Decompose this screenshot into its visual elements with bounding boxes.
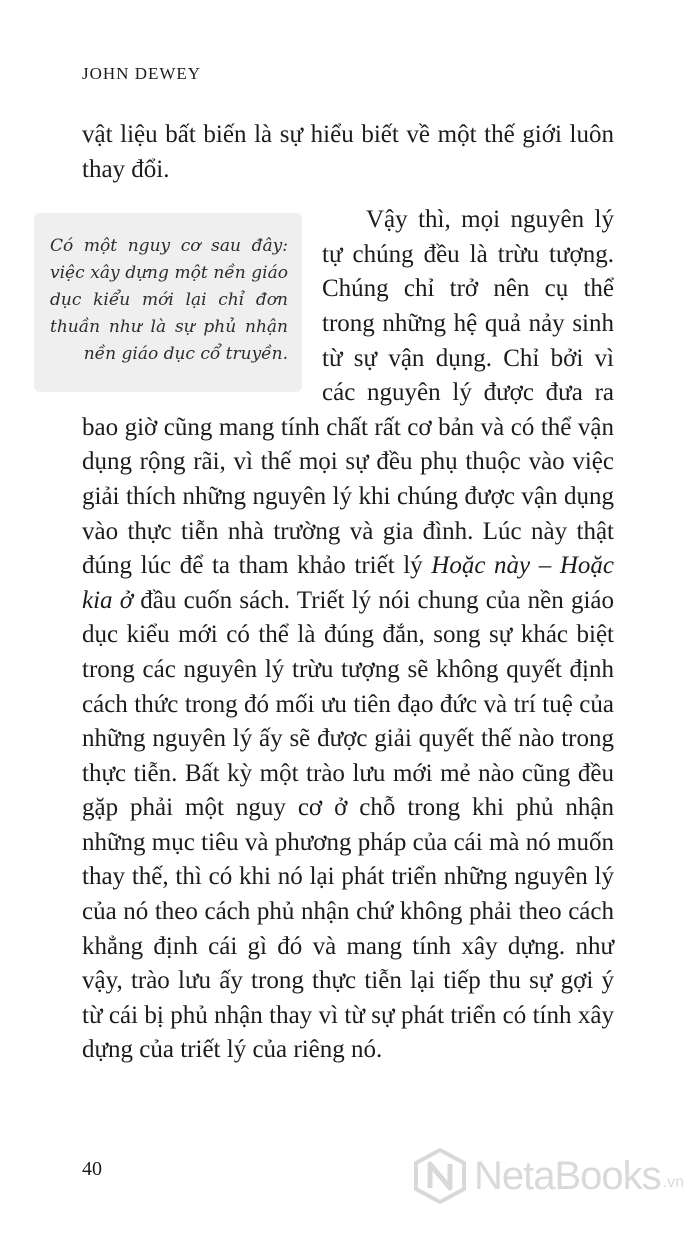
netabooks-logo-icon	[410, 1146, 470, 1206]
paragraph-2-block	[50, 203, 615, 1068]
book-title-reference: Hoặc này – Hoặc kia ở	[82, 552, 615, 614]
paragraph-2-text-b: đầu cuốn sách. Triết lý nói chung của nền giáo dục kiểu mới có thể là đúng đắn, song sự khác biệt trong các nguyên lý trừu tượng sẽ không quyết định cách thức trong đó mối ưu tiên đạo đức và trí tuệ của những nguyên lý ấy sẽ được giải quyết thế nào trong thực tiễn. Bất kỳ một trào lưu mới mẻ nào cũng đều gặp phải một nguy cơ ở chỗ trong khi phủ nhận những mục tiêu và phương pháp của cái mà nó muốn thay thế, thì có khi nó lại phát triển những nguyên lý của nó theo cách phủ nhận chứ không phải theo cách khẳng định cái gì đó và mang tính xây dựng. như vậy, trào lưu ấy trong thực tiễn lại tiếp thu sự gợi ý từ cái bị phủ nhận thay vì từ sự phát triển có tính xây dựng của triết lý của riêng nó.	[82, 586, 615, 1064]
paragraph-1: vật liệu bất biến là sự hiểu biết về một thế giới luôn thay đổi.	[82, 121, 614, 183]
pull-quote: Có một nguy cơ sau đây: việc xây dựng một nền giáo dục kiểu mới lại chỉ đơn thuần như là sự phủ nhận nền giáo dục cổ truyền.	[34, 213, 302, 392]
watermark	[410, 1146, 684, 1206]
page-number: 40	[82, 1158, 102, 1180]
watermark-suffix: .vn	[662, 1174, 684, 1191]
page-body	[50, 118, 615, 1068]
running-head: JOHN DEWEY	[82, 64, 202, 83]
watermark-brand: NetaBooks	[473, 1153, 661, 1198]
paragraph-2-text-a: Vậy thì, mọi nguyên lý tự chúng đều là trừu tượng. Chúng chỉ trở nên cụ thể trong những hệ quả nảy sinh từ sự vận dụng. Chỉ bởi vì các nguyên lý được đưa ra bao giờ cũng mang tính chất rất cơ bản và có thể vận dụng rộng rãi, vì thế mọi sự đều phụ thuộc vào việc giải thích những nguyên lý khi chúng được vận dụng vào thực tiễn nhà trường và gia đình. Lúc này thật đúng lúc để ta tham khảo triết lý	[82, 206, 614, 580]
